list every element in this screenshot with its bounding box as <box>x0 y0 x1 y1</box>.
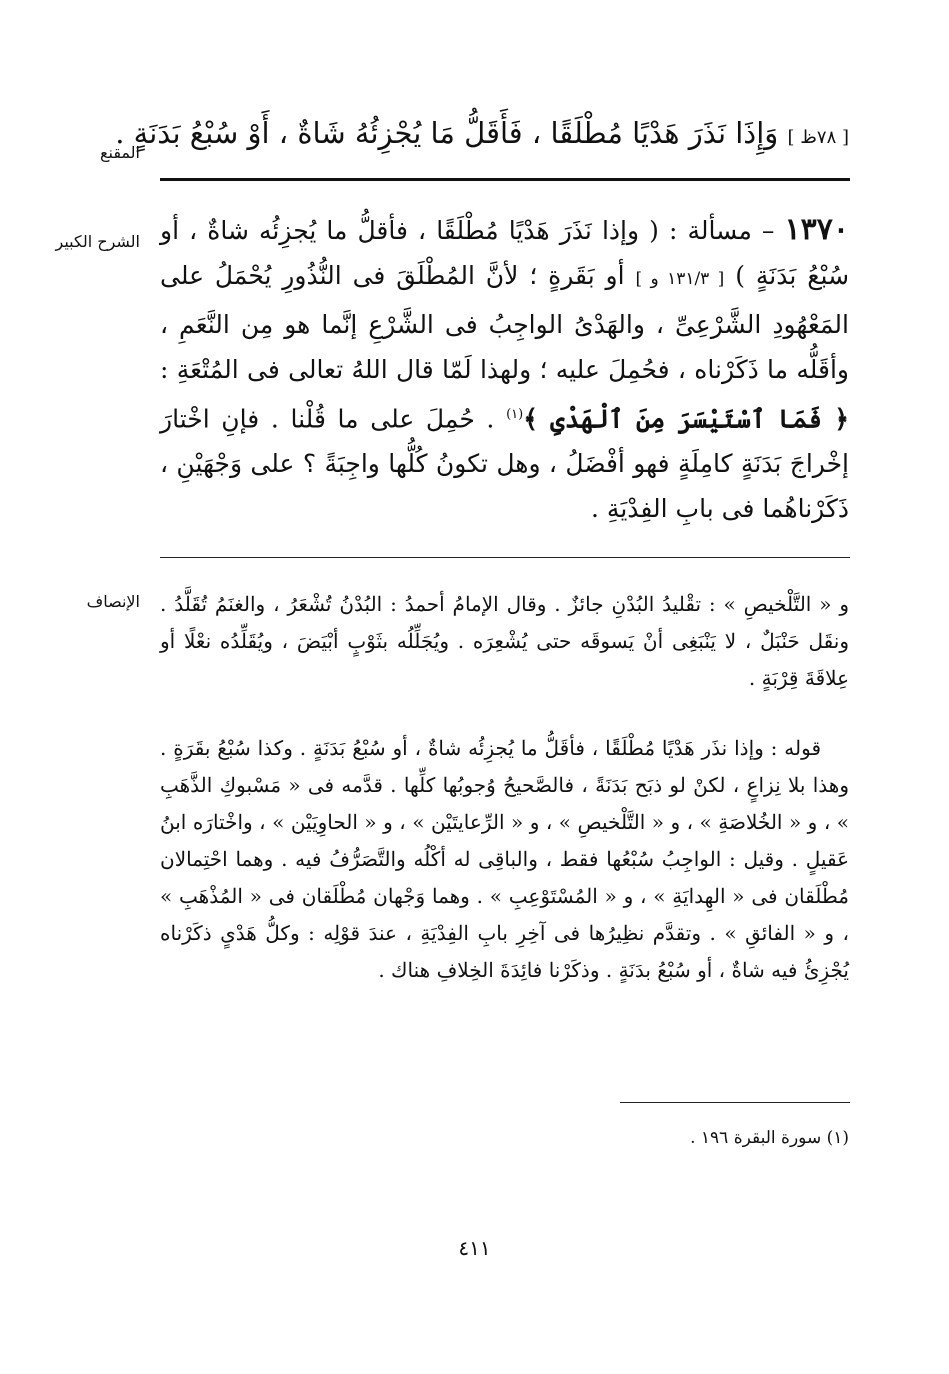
manuscript-reference: [ ٧٨ظ ] <box>787 127 849 148</box>
quran-quote: ﴿ فَمَا ٱسْتَيْسَرَ مِنَ ٱلْهَدْىِ ﴾ <box>523 404 849 434</box>
footnote-marker: (١) <box>506 407 524 422</box>
insaf-paragraph-2 <box>160 730 849 989</box>
sharh-part-2: أو بَقَرةٍ ؛ لأنَّ المُطْلَقَ فى النُّذُورِ يُحْمَلُ على المَعْهُودِ الشَّرْعِىِّ ، والهَدْىُ الواجِبُ فى الشَّرْعِ إنَّما هو مِن النَّعَمِ ، وأقَلُّه ما ذَكَرْناه ، فحُمِلَ عليه ؛ ولهذا لَمّا قال اللهُ تعالى فى المُتْعَةِ : <box>160 261 849 384</box>
issue-number: ١٣٧٠ <box>784 212 849 247</box>
footnote: (١) سورة البقرة ١٩٦ . <box>690 1128 849 1148</box>
muqni-sentence: وَإِذَا نَذَرَ هَدْيًا مُطْلَقًا ، فَأَقَلُّ مَا يُجْزِئُهُ شَاةٌ ، أَوْ سُبْعُ بَدَنَةٍ . <box>115 116 779 150</box>
sharh-text <box>160 207 849 531</box>
section-divider <box>160 557 850 558</box>
section-divider-thick <box>160 178 850 181</box>
manuscript-reference: [ ١٣١/٣ و ] <box>635 269 725 289</box>
insaf-paragraph-2-text: قوله : وإذا نذَر هَدْيًا مُطْلَقًا ، فأقَلُّ ما يُجزِئُه شاةٌ ، أو سُبْعُ بَدَنَةٍ . وكذا سُبْعُ بقَرَةٍ . وهذا بلا نِزاعٍ ، لكنْ لو ذبَح بَدَنَةً ، فالصَّحيحُ وُجوبُها كلِّها . قدَّمه فى « مَسْبوكِ الذَّهَبِ » ، و « الخُلاصَةِ » ، و « التَّلْخيصِ » ، و « الرِّعايتَيْن » ، و « الحاوِيَيْن » ، واخْتارَه ابنُ عَقيلٍ . وقيل : الواجِبُ سُبْعُها فقط ، والباقِى له أكْلُه والتَّصَرُّفُ فيه . وهما احْتِمالان مُطْلَقان فى « الهِدايَةِ » ، و « المُسْتَوْعِبِ » . وهما وَجْهان مُطْلَقان فى « المُذْهَبِ » ، و « الفائقِ » . وتقدَّم نظِيرُها فى آخِرِ بابِ الفِدْيَةِ ، عندَ قوْلِه : وكلُّ هَدْىٍ ذكَرْناه يُجْزِئُ فيه شاةٌ ، أو سُبْعُ بدَنَةٍ . وذكَرْنا فائِدَةَ الخِلافِ هناك . <box>160 736 849 982</box>
label-insaf: الإنصاف <box>86 592 140 611</box>
label-muqni: المقنع <box>99 143 140 162</box>
label-sharh: الشرح الكبير <box>55 232 140 251</box>
sharh-part-3: . حُمِلَ على ما قُلْنا . فإنِ اخْتارَ إخْراجَ بَدَنَةٍ كامِلَةٍ فهو أفْضَلُ ، وهل تكونُ كُلُّها واجِبَةً ؟ على وَجْهَيْنِ ، ذَكَرْناهُما فى بابِ الفِدْيَةِ . <box>160 404 849 524</box>
insaf-paragraph-1: و « التَّلْخيصِ » : تقْليدُ البُدْنِ جائزٌ . وقال الإمامُ أحمدُ : البُدْنُ تُشْعَرُ ، والغنَمُ تُقَلَّدُ . ونقَل حَنْبَلٌ ، لا يَنْبَغِى أنْ يَسوقَه حتى يُشْعِرَه . ويُجَلِّلُه بثَوْبٍ أبْيَضَ ، ويُقَلِّدُه نعْلًا أو عِلاقَةَ قِرْبَةٍ . <box>160 592 849 690</box>
page-number: ٤١١ <box>458 1236 491 1260</box>
footnote-divider <box>620 1102 850 1103</box>
sharh-part-1: – مسألة : ( وإذا نَذَرَ هَدْيًا مُطْلَقًا ، فأقلُّ ما يُجزِئُه شاةٌ ، أو سُبْعُ بَدَنَةٍ ) <box>160 216 850 290</box>
